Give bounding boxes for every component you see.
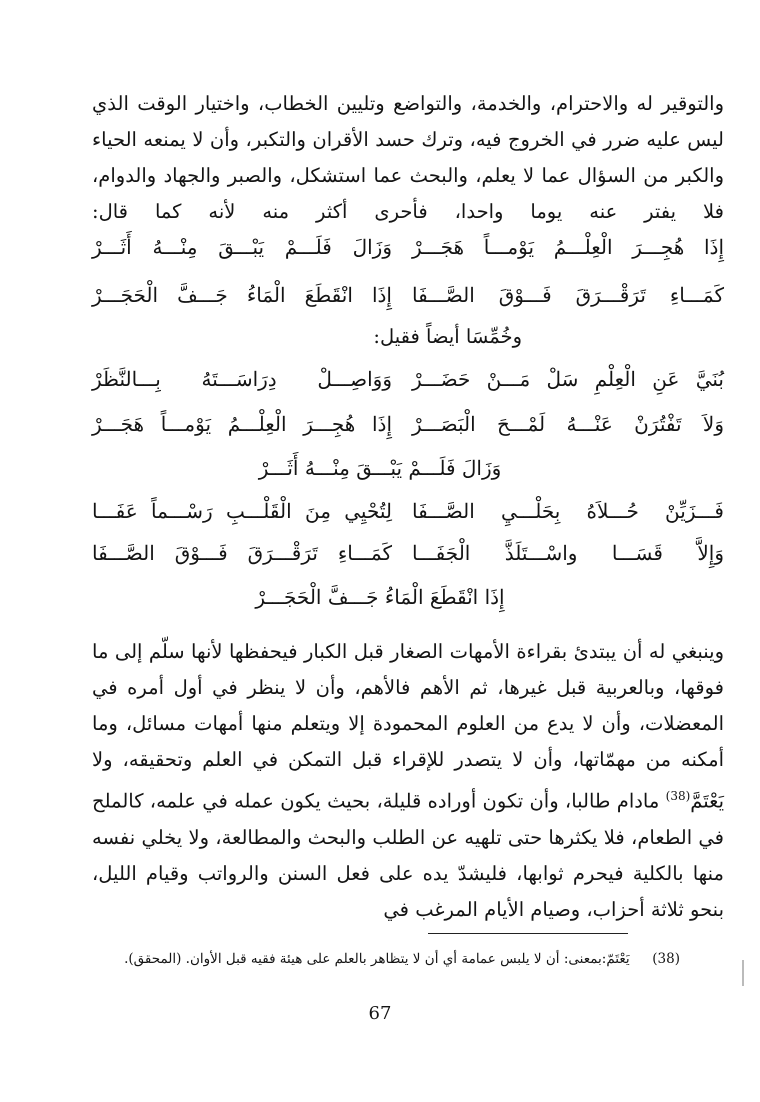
footnote-text: يَعْتَمّ:بمعنى: أن لا يلبس عمامة أي أن لا يتظاهر بالعلم على هيئة فقيه قبل الأوان. (المحقق). (124, 951, 630, 967)
scan-edge-mark (742, 960, 744, 986)
paragraph-guidance-part1: وينبغي له أن يبتدئ بقراءة الأمهات الصغار قبل الكبار فيحفظها لأنها سلّم إلى ما فوقها، وبالعربية قبل غيرها، ثم الأهم فالأهم، وأن لا ينظر في أول أمره في المعضلات، وأن لا يدع من العلوم المحمودة إلا ويتعلم منها أمهات مسائل، وما أمكنه من مهمّاتها، وأن لا يتصدر للإقراء قبل التمكن في العلم وتحقيقه، ولا يَعْتَمَّ (92, 640, 724, 813)
poem1-line1-second-hemistich: وَزَالَ فَلَـــمْ يَبْـــقَ مِنْـــهُ أَثَـــرْ (92, 235, 392, 259)
paragraph-guidance (92, 634, 724, 928)
footnote-separator (428, 933, 628, 934)
poem1-line1-first-hemistich: إِذَا هُجِـــرَ الْعِلْـــمُ يَوْمـــاً هَجَـــرْ (412, 235, 724, 259)
paragraph-guidance-part2: مادام طالبا، وأن تكون أوراده قليلة، بحيث يكون عمله في علمه، كالملح في الطعام، فلا يكثرها حتى تلهيه عن الطلب والبحث والمطالعة، ولا يخلي نفسه منها بالكلية فيحرم ثوابها، فليشدّ يده على فعل السنن والرواتب وقيام الليل، بنحو ثلاثة أحزاب، وصيام الأيام المرغب في (92, 789, 724, 921)
poem2-line2-second-hemistich: إِذَا هُجِـــرَ الْعِلْـــمُ يَوْمـــاً هَجَـــرْ (92, 412, 392, 436)
poem2-line2-first-hemistich: وَلاَ تَفْتُرَنْ عَنْـــهُ لَمْـــحَ الْبَصَـــرْ (412, 412, 724, 436)
poem2-line1-first-hemistich: بُنَيَّ عَنِ الْعِلْمِ سَلْ مَـــنْ حَضَـــرْ (412, 367, 724, 391)
poem3-line2-second-hemistich: كَمَـــاءِ تَرَقْـــرَقَ فَـــوْقَ الصَّـــفَا (92, 541, 392, 565)
poem1-line2-first-hemistich: كَمَـــاءِ تَرَقْـــرَقَ فَـــوْقَ الصَّـــفَا (412, 283, 724, 307)
poem3-line1-second-hemistich: لِتُحْيِي مِنَ الْقَلْـــبِ رَسْـــماً عَفَـــا (92, 499, 392, 523)
poem1-line2-second-hemistich: إِذَا انْقَطَعَ الْمَاءُ جَـــفَّ الْحَجَـــرْ (92, 283, 392, 307)
footnote-number: (38) (652, 951, 680, 967)
paragraph-opening: والتوقير له والاحترام، والخدمة، والتواضع وتليين الخطاب، واختيار الوقت الذي ليس عليه ضرر في الخروج فيه، وترك حسد الأقران والتكبر، وأن لا يمنعه الحياء والكبر من السؤال عما لا يعلم، والبحث عما استشكل، والصبر والجهاد والدوام، فلا يفتر عنه يوما واحدا، فأحرى أكثر منه لأنه كما قال: (92, 92, 725, 223)
poem3-line2-first-hemistich: وَإِلاَّ قَسَـــا واسْـــتَلَذَّ الْجَفَـــا (412, 541, 724, 565)
poem3-line1-first-hemistich: فَـــزَيِّنْ حُـــلاَهُ بِحَلْـــيِ الصَّـــفَا (412, 499, 724, 523)
quintain-intro: وخُمِّسَا أيضاً فقيل: (373, 325, 522, 348)
page-number: 67 (368, 1003, 392, 1024)
poem2-centered-line: وَزَالَ فَلَـــمْ يَبْـــقَ مِنْـــهُ أَثَـــرْ (258, 456, 502, 480)
footnote (100, 948, 680, 970)
poem3-centered-line: إِذَا انْقَطَعَ الْمَاءُ جَـــفَّ الْحَجَـــرْ (255, 585, 505, 609)
footnote-reference: (38) (665, 789, 691, 803)
poem2-line1-second-hemistich: وَوَاصِـــلْ دِرَاسَـــتَهُ بِـــالنَّظَرْ (92, 367, 392, 391)
